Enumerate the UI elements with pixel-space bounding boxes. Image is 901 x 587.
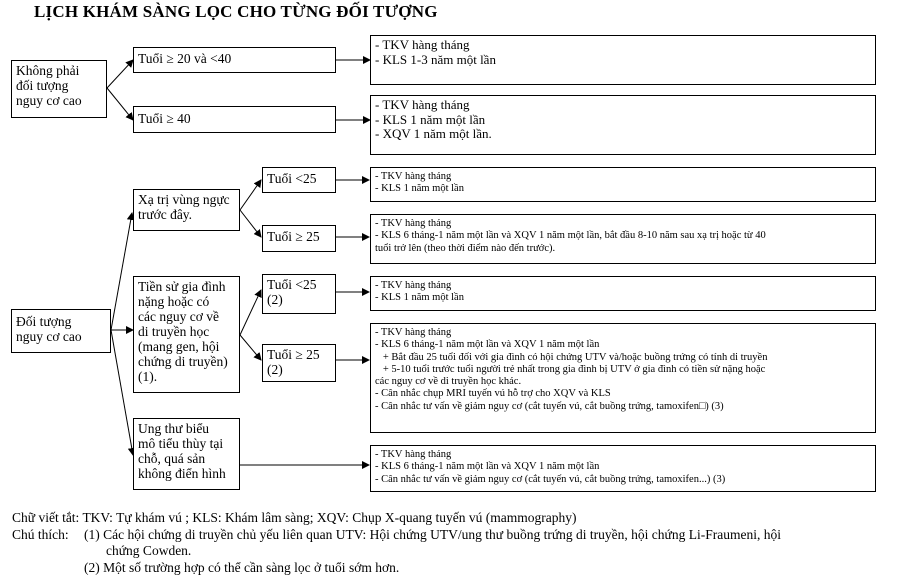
family-under25-label: Tuổi <25 [267, 277, 317, 292]
result-line: - Cân nhắc tư vấn về giảm nguy cơ (cắt tuyến vú, cắt buồng trứng, tamoxifen...) (3) [375, 473, 726, 485]
footnote-label: Chú thích: [12, 527, 69, 542]
result-line: - TKV hàng tháng [375, 37, 470, 52]
age-20-40-label: Tuổi ≥ 20 và <40 [138, 51, 232, 66]
result-line: các nguy cơ về di truyền học khác. [375, 376, 522, 388]
family-label: (mang gen, hội [138, 339, 220, 354]
page-title: LỊCH KHÁM SÀNG LỌC CHO TỪNG ĐỐI TƯỢNG [34, 2, 438, 21]
result-line: - KLS 1 năm một lần [375, 183, 464, 195]
high-risk-label-2: nguy cơ cao [16, 329, 82, 344]
radiation-box [133, 189, 240, 231]
result-line: - TKV hàng tháng [375, 327, 452, 338]
result-line: - TKV hàng tháng [375, 218, 452, 229]
footnote-2: (2) Một số trường hợp có thể cần sàng lọc ở tuổi sớm hơn. [84, 560, 400, 575]
low-risk-label-3: nguy cơ cao [16, 93, 82, 108]
result-line: - KLS 6 tháng-1 năm một lần và XQV 1 năm một lần [375, 339, 600, 351]
family-label: (1). [138, 369, 158, 384]
low-risk-label-1: Không phải [16, 63, 80, 78]
age-40-box [133, 106, 336, 133]
family-label: nặng hoặc có [138, 294, 210, 309]
family-over25-note: (2) [267, 362, 283, 377]
lobular-box [133, 418, 240, 490]
family-label: di truyền học [138, 324, 210, 339]
family-over25-result-box [370, 323, 876, 433]
abbreviations-note: Chữ viết tắt: TKV: Tự khám vú ; KLS: Khám lâm sàng; XQV: Chụp X-quang tuyến vú (mammography) [12, 510, 577, 525]
result-line: - Cân nhắc tư vấn về giảm nguy cơ (cắt tuyến vú, cắt buồng trứng, tamoxifen□) (3) [375, 400, 724, 412]
result-line: - KLS 6 tháng-1 năm một lần và XQV 1 năm một lần, bắt đầu 8-10 năm sau xạ trị hoặc từ 40 [375, 230, 766, 242]
radiation-under25-label: Tuổi <25 [267, 171, 317, 186]
radiation-under25-result-box [370, 167, 876, 202]
result-line: - TKV hàng tháng [375, 449, 452, 460]
age-20-40-result-box [370, 35, 876, 85]
low-risk-group-box [11, 60, 107, 118]
family-under25-box [262, 274, 336, 314]
radiation-over25-label: Tuổi ≥ 25 [267, 229, 320, 244]
result-line: - TKV hàng tháng [375, 171, 452, 182]
result-line: - TKV hàng tháng [375, 280, 452, 291]
result-line: - KLS 1-3 năm một lần [375, 51, 496, 67]
lobular-label: Ung thư biểu [138, 421, 210, 436]
family-under25-note: (2) [267, 292, 283, 307]
lobular-label: không điển hình [138, 466, 226, 481]
result-line: - TKV hàng tháng [375, 97, 470, 112]
result-line: - Cân nhắc chụp MRI tuyến vú hỗ trợ cho XQV và KLS [375, 388, 611, 400]
radiation-under25-box [262, 167, 336, 193]
family-label: các nguy cơ về [138, 309, 219, 324]
result-line: - KLS 6 tháng-1 năm một lần và XQV 1 năm một lần [375, 461, 600, 473]
result-line: tuổi trở lên (theo thời điểm nào đến trước). [375, 242, 556, 254]
radiation-over25-result-box [370, 214, 876, 264]
lobular-result-box [370, 445, 876, 492]
footnote-1b: chứng Cowden. [106, 543, 192, 558]
radiation-label-1: Xạ trị vùng ngực [138, 192, 230, 207]
family-label: chứng di truyền) [138, 354, 228, 369]
family-under25-result-box [370, 276, 876, 311]
family-over25-label: Tuổi ≥ 25 [267, 347, 320, 362]
high-risk-label-1: Đối tượng [16, 314, 72, 329]
family-label: Tiền sử gia đình [138, 279, 226, 294]
low-risk-label-2: đối tượng [16, 78, 69, 93]
radiation-label-2: trước đây. [138, 207, 193, 222]
radiation-over25-box [262, 225, 336, 252]
result-line: - XQV 1 năm một lần. [375, 126, 492, 141]
age-40-result-box [370, 95, 876, 155]
family-over25-box [262, 344, 336, 382]
family-history-box [133, 276, 240, 393]
footnote-1a: (1) Các hội chứng di truyền chủ yếu liên quan UTV: Hội chứng UTV/ung thư buồng trứng di truyền, hội chứng Li-Fraumeni, hội [84, 527, 781, 542]
result-line: - KLS 1 năm một lần [375, 111, 486, 127]
age-20-40-box [133, 47, 336, 73]
high-risk-group-box [11, 309, 111, 353]
result-line: + Bắt đầu 25 tuổi đối với gia đình có hội chứng UTV và/hoặc buồng trứng có tính di truyền [375, 351, 768, 363]
lobular-label: chỗ, quá sản [138, 451, 206, 466]
lobular-label: mô tiểu thùy tại [138, 436, 224, 451]
result-line: - KLS 1 năm một lần [375, 292, 464, 304]
age-40-label: Tuổi ≥ 40 [138, 111, 191, 126]
result-line: + 5-10 tuổi trước tuổi người trẻ nhất trong gia đình bị UTV ở gia đình có tiền sử nặng hoặc [375, 363, 766, 375]
